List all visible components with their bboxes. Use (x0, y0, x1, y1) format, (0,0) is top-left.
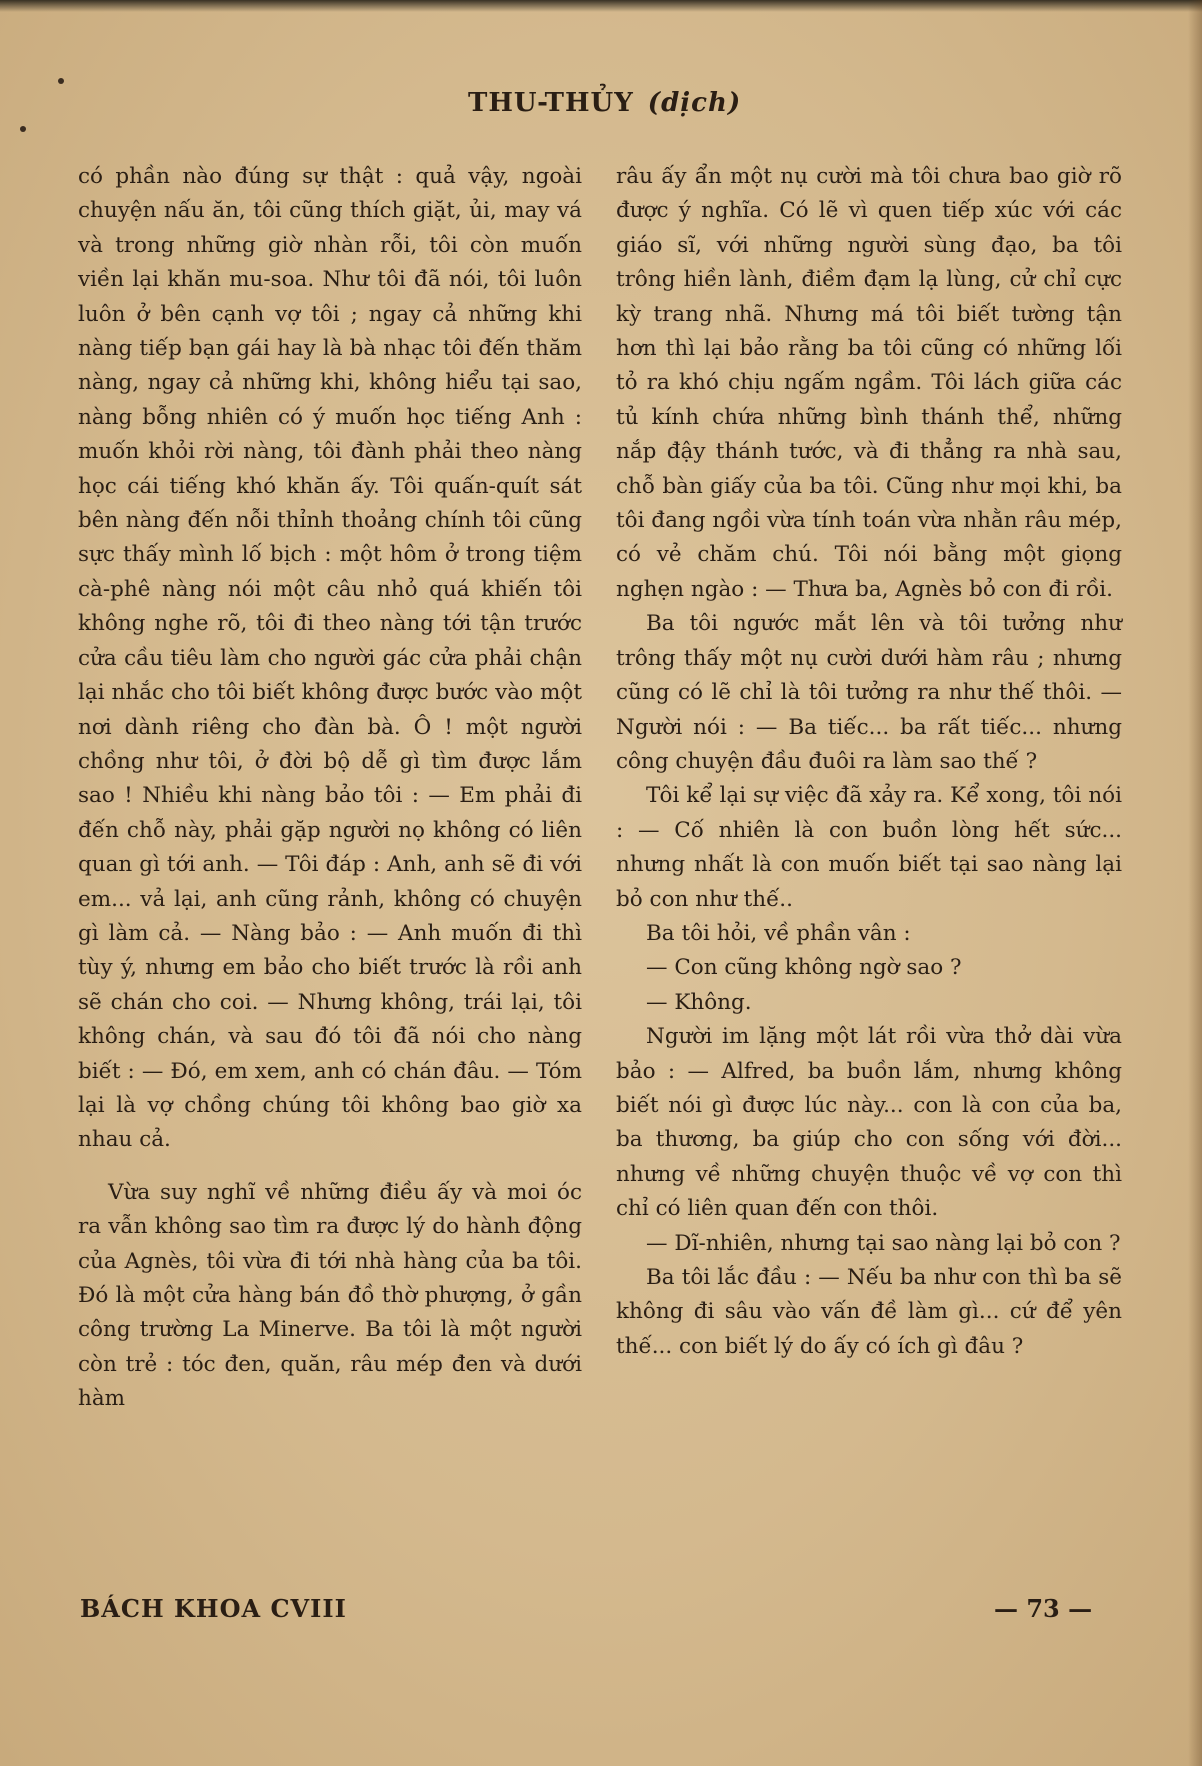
ink-speck (58, 78, 64, 84)
right-paragraph-8: — Dĩ-nhiên, nhưng tại sao nàng lại bỏ con ? (646, 1230, 1121, 1256)
right-paragraph-1: râu ấy ẩn một nụ cười mà tôi chưa bao giờ rõ được ý nghĩa. Có lẽ vì quen tiếp xúc với các giáo sĩ, với những người sùng đạo, ba tôi trông hiền lành, điềm đạm lạ lùng, cử chỉ cực kỳ trang nhã. Nhưng má tôi biết tường tận hơn thì lại bảo rằng ba tôi cũng có những lối tỏ ra khó chịu ngấm ngầm. Tôi lách giữa các tủ kính chứa những bình thánh thể, những nắp đậy thánh tước, và đi thẳng ra nhà sau, chỗ bàn giấy của ba tôi. Cũng như mọi khi, ba tôi đang ngồi vừa tính toán vừa nhằn râu mép, có vẻ chăm chú. Tôi nói bằng một giọng nghẹn ngào : — Thưa ba, Agnès bỏ con đi rồi. (616, 164, 1122, 602)
page-top-edge (0, 0, 1202, 12)
page-right-edge (1188, 0, 1202, 1766)
right-paragraph-6: — Không. (646, 989, 752, 1015)
footer-page-number: — 73 — (994, 1594, 1093, 1623)
ink-speck (20, 126, 26, 132)
right-paragraph-2: Ba tôi ngước mắt lên và tôi tưởng như trông thấy một nụ cười dưới hàm râu ; nhưng cũng có lẽ chỉ là tôi tưởng ra như thế thôi. — Người nói : — Ba tiếc... ba rất tiếc... nhưng công chuyện đầu đuôi ra làm sao thế ? (616, 611, 1122, 774)
right-paragraph-5: — Con cũng không ngờ sao ? (646, 955, 962, 981)
footer-publication: BÁCH KHOA CVIII (80, 1594, 347, 1623)
right-paragraph-4: Ba tôi hỏi, về phần vân : (646, 920, 911, 946)
left-paragraph-2: Vừa suy nghĩ về những điều ấy và moi óc ra vẫn không sao tìm ra được lý do hành động của Agnès, tôi vừa đi tới nhà hàng của ba tôi. Đó là một cửa hàng bán đồ thờ phượng, ở gần công trường La Minerve. Ba tôi là một người còn trẻ : tóc đen, quăn, râu mép đen và dưới hàm (78, 1179, 582, 1412)
page-header (468, 88, 741, 118)
right-paragraph-9: Ba tôi lắc đầu : — Nếu ba như con thì ba sẽ không đi sâu vào vấn đề làm gì... cứ để yên thế... con biết lý do ấy có ích gì đâu ? (616, 1265, 1122, 1359)
left-paragraph-1: có phần nào đúng sự thật : quả vậy, ngoài chuyện nấu ăn, tôi cũng thích giặt, ủi, may vá và trong những giờ nhàn rỗi, tôi còn muốn viền lại khăn mu-soa. Như tôi đã nói, tôi luôn luôn ở bên cạnh vợ tôi ; ngay cả những khi nàng tiếp bạn gái hay là bà nhạc tôi đến thăm nàng, ngay cả những khi, không hiểu tại sao, nàng bỗng nhiên có ý muốn học tiếng Anh : muốn khỏi rời nàng, tôi đành phải theo nàng học cái tiếng khó khăn ấy. Tôi quấn-quít sát bên nàng đến nỗi thỉnh thoảng chính tôi cũng sực thấy mình lố bịch : một hôm ở trong tiệm cà-phê nàng nói một câu nhỏ quá khiến tôi không nghe rõ, tôi đi theo nàng tới tận trước cửa cầu tiêu làm cho người gác cửa phải chận lại nhắc cho tôi biết không được bước vào một nơi dành riêng cho đàn bà. Ô ! một người chồng như tôi, ở đời bộ dễ gì tìm được lắm sao ! Nhiều khi nàng bảo tôi : — Em phải đi đến chỗ này, phải gặp người nọ không có liên quan gì tới anh. — Tôi đáp : Anh, anh sẽ đi với em... vả lại, anh cũng rảnh, không có chuyện gì làm cả. — Nàng bảo : — Anh muốn đi thì tùy ý, nhưng em bảo cho biết trước là rồi anh sẽ chán cho coi. — Nhưng không, trái lại, tôi không chán, và sau đó tôi đã nói cho nàng biết : — Đó, em xem, anh có chán đâu. — Tóm lại là vợ chồng chúng tôi không bao giờ xa nhau cả. (78, 164, 582, 1153)
right-paragraph-7: Người im lặng một lát rồi vừa thở dài vừa bảo : — Alfred, ba buồn lắm, nhưng không biết nói gì được lúc này... con là con của ba, ba thương, ba giúp cho con sống với đời... nhưng về những chuyện thuộc về vợ con thì chỉ có liên quan đến con thôi. (616, 1024, 1122, 1222)
left-column (78, 160, 582, 1417)
right-paragraph-3: Tôi kể lại sự việc đã xảy ra. Kể xong, tôi nói : — Cố nhiên là con buồn lòng hết sức... nhưng nhất là con muốn biết tại sao nàng lại bỏ con như thế.. (616, 783, 1122, 912)
header-role: (dịch) (647, 88, 742, 118)
header-author: THU-THỦY (468, 88, 634, 118)
right-column (616, 160, 1122, 1364)
